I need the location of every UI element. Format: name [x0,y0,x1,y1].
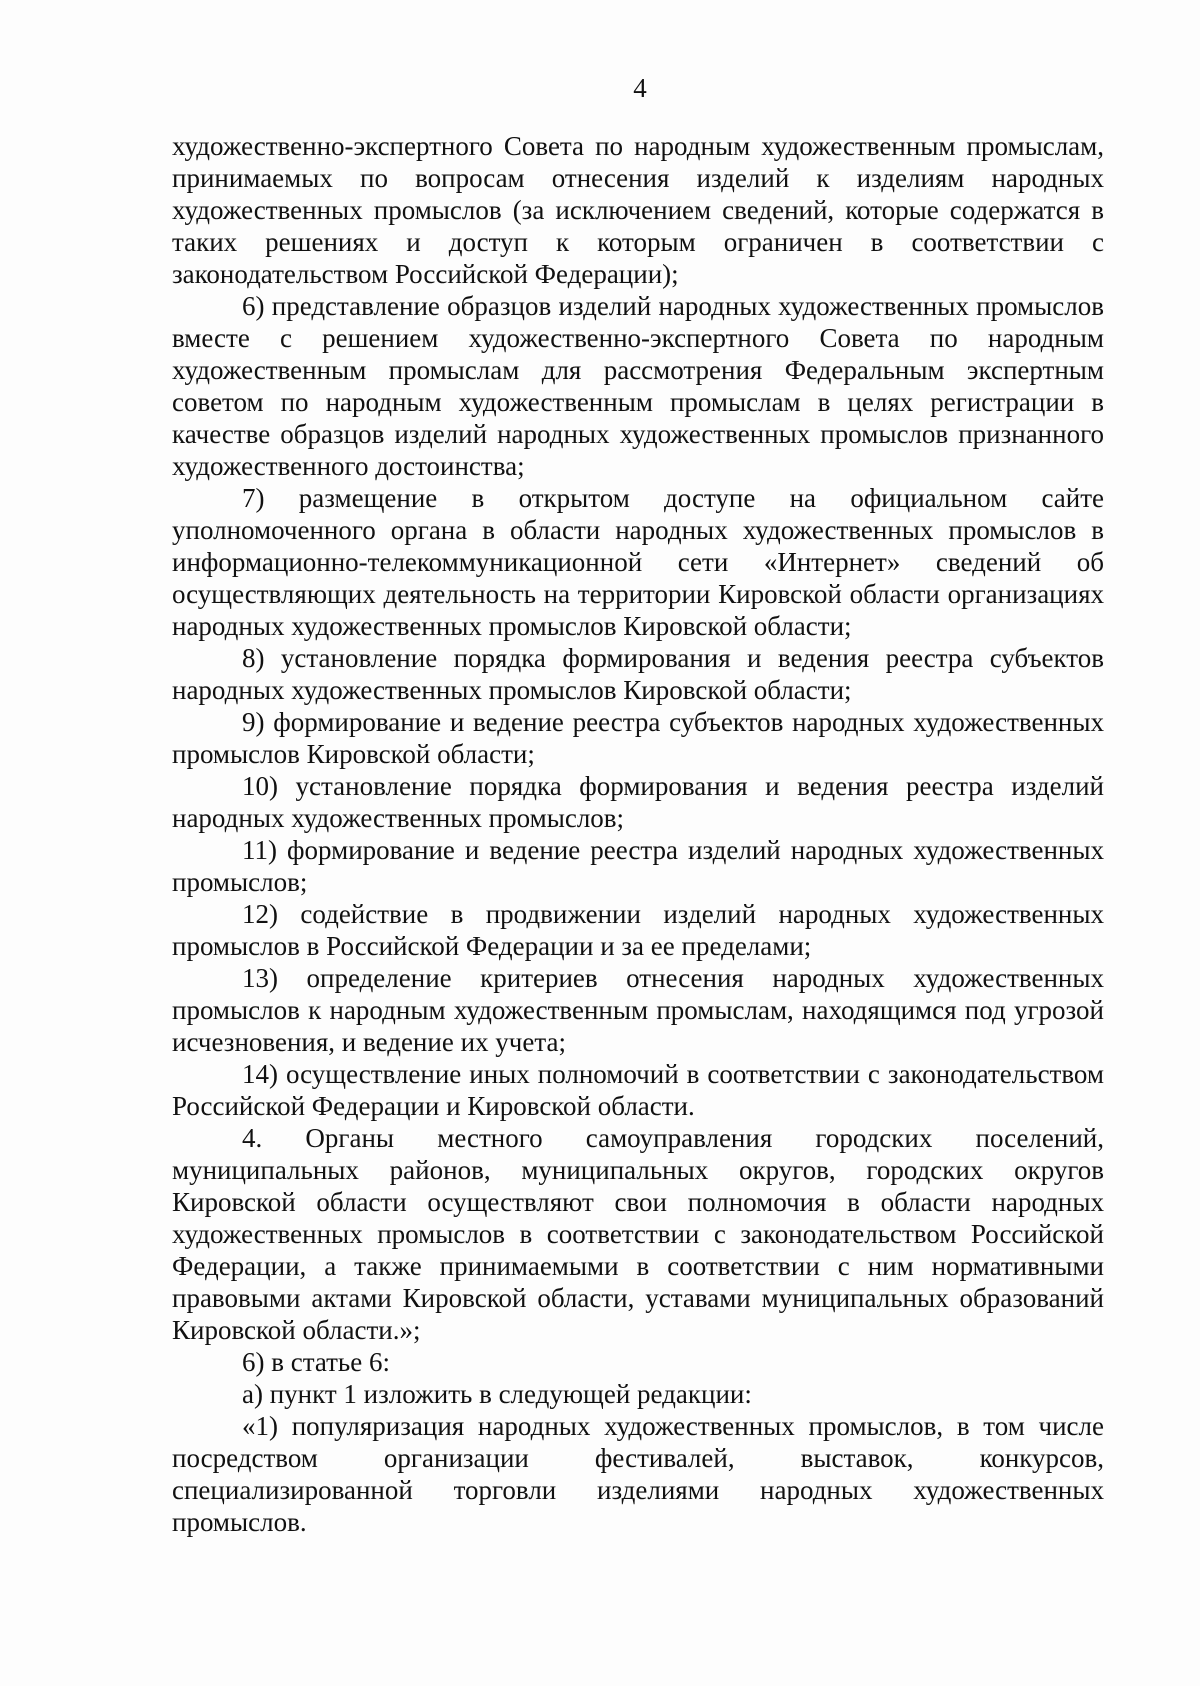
paragraph-article-6: 6) в статье 6: [242,1347,390,1377]
paragraph-quoted-item-1: «1) популяризация народных художественных промыслов, в том числе посредством организации фестивалей, выставок, конкурсов, специализированной торговли изделиями народных художественных промыслов. [172,1411,1104,1537]
paragraph-item-6: 6) представление образцов изделий народных художественных промыслов вместе с решением художественно-экспертного Совета по народным художественным промыслам для рассмотрения Федеральным экспертным советом по народным художественным промыслам в целях регистрации в качестве образцов изделий народных художественных промыслов признанного художественного достоинства; [172,291,1104,481]
paragraph-section-4: 4. Органы местного самоуправления городских поселений, муниципальных районов, муниципальных округов, городских округов Кировской области осуществляют свои полномочия в области народных художественных промыслов в соответствии с законодательством Российской Федерации, а также принимаемыми в соответствии с ним нормативными правовыми актами Кировской области, уставами муниципальных образований Кировской области.»; [172,1123,1104,1345]
page-number: 4 [633,73,647,103]
paragraph-item-11: 11) формирование и ведение реестра изделий народных художественных промыслов; [172,835,1104,897]
paragraph-item-12: 12) содействие в продвижении изделий народных художественных промыслов в Российской Федерации и за ее пределами; [172,899,1104,961]
paragraph-item-13: 13) определение критериев отнесения народных художественных промыслов к народным художественным промыслам, находящимся под угрозой исчезновения, и ведение их учета; [172,963,1104,1057]
paragraph-item-7: 7) размещение в открытом доступе на официальном сайте уполномоченного органа в области народных художественных промыслов в информационно-телекоммуникационной сети «Интернет» сведений об осуществляющих деятельность на территории Кировской области организациях народных художественных промыслов Кировской области; [172,483,1104,641]
document-body [172,130,1104,1538]
paragraph-item-9: 9) формирование и ведение реестра субъектов народных художественных промыслов Кировской области; [172,707,1104,769]
paragraph-item-8: 8) установление порядка формирования и ведения реестра субъектов народных художественных промыслов Кировской области; [172,643,1104,705]
paragraph-point-a: а) пункт 1 изложить в следующей редакции: [242,1379,752,1409]
paragraph-item-10: 10) установление порядка формирования и ведения реестра изделий народных художественных промыслов; [172,771,1104,833]
paragraph-item-14: 14) осуществление иных полномочий в соответствии с законодательством Российской Федерации и Кировской области. [172,1059,1104,1121]
paragraph-continuation: художественно-экспертного Совета по народным художественным промыслам, принимаемых по вопросам отнесения изделий к изделиям народных художественных промыслов (за исключением сведений, которые содержатся в таких решениях и доступ к которым ограничен в соответствии с законодательством Российской Федерации); [172,131,1104,289]
